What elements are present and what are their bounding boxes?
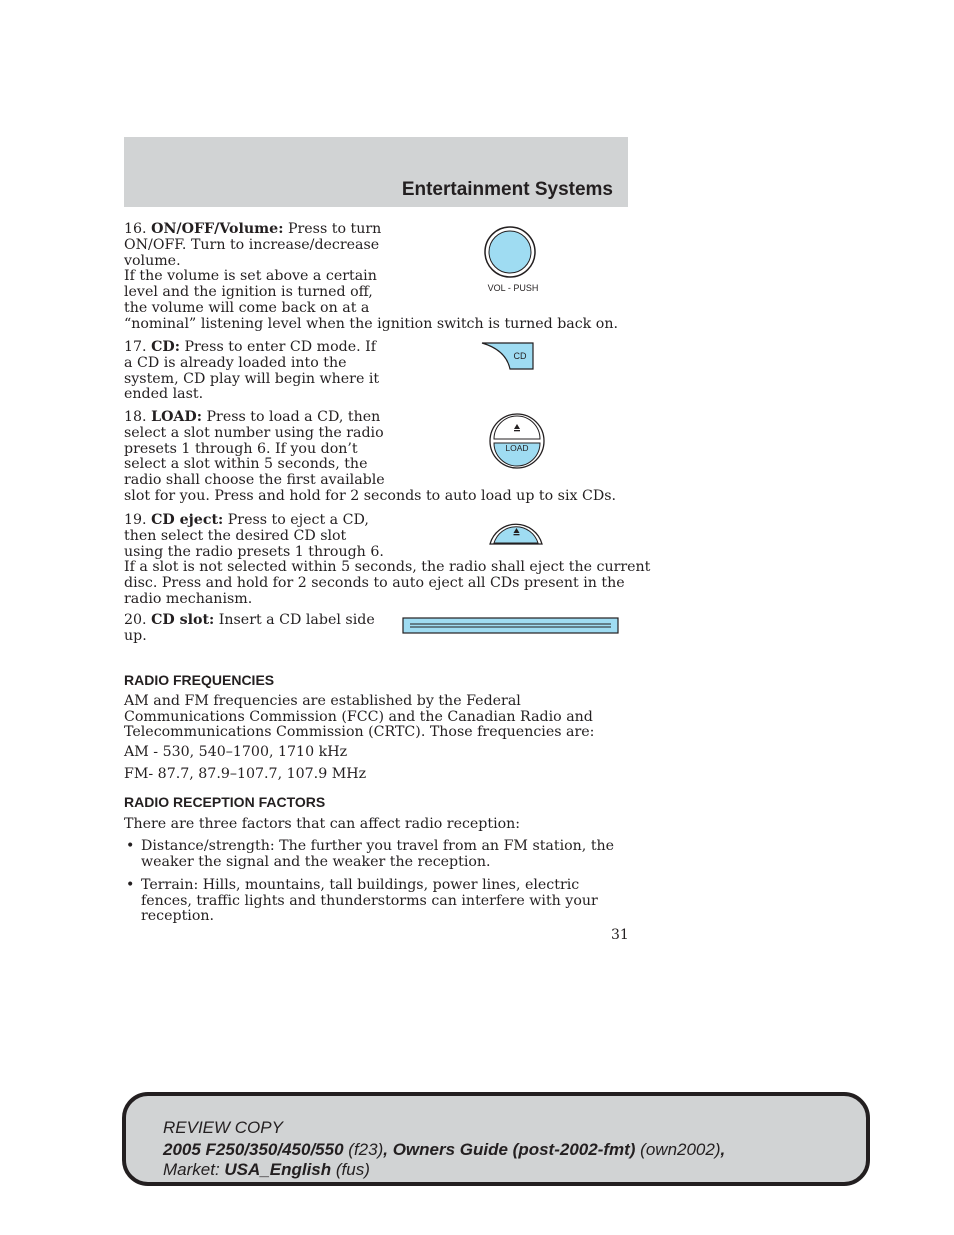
load-button-illustration [488,412,546,470]
item-number: 16. [124,221,147,237]
item-label: CD: [151,339,180,355]
review-copy-label: REVIEW COPY [163,1118,283,1137]
volume-knob-illustration [480,225,550,297]
load-label: LOAD [505,443,529,453]
item-text: up. [124,627,147,644]
radio-frequencies-paragraph: AM and FM frequencies are established by the Federal Communications Commission (FCC) and the Canadian Radio and Telecommunications Commission (CRTC). Those frequencies are: [124,693,595,741]
item-number: 19. [124,512,147,528]
list-item [124,839,629,870]
market-label: Market: [163,1160,225,1179]
am-frequencies: AM - 530, 540–1700, 1710 kHz [124,744,348,760]
market-name: USA_English [224,1160,332,1179]
market-line [163,1160,370,1180]
section-heading-radio-frequencies: RADIO FREQUENCIES [124,672,275,688]
item-text: “nominal” listening level when the ignition switch is turned back on. [124,315,618,332]
item-text: disc. Press and hold for 2 seconds to auto eject all CDs present in the [124,575,625,592]
cd-slot-illustration [402,617,620,635]
item-label: ON/OFF/Volume: [151,221,284,237]
comma: , [720,1140,726,1159]
item-text: select a slot within 5 seconds, the [124,456,368,473]
list-item [124,878,629,925]
document-info-line [163,1140,725,1160]
item-text: radio shall choose the first available [124,472,385,489]
item-text: slot for you. Press and hold for 2 seconds to auto load up to six CDs. [124,487,617,504]
item-text: system, CD play will begin where it [124,370,380,387]
item-17 [124,340,384,403]
page-number: 31 [611,927,629,943]
item-text: select a slot number using the radio [124,424,384,441]
guide-name: , Owners Guide (post-2002-fmt) [383,1140,636,1159]
item-text: radio mechanism. [124,590,253,607]
item-number: 18. [124,409,147,425]
section-header-band [124,137,628,207]
item-text: level and the ignition is turned off, [124,284,373,301]
item-text: the volume will come back on at a [124,299,370,316]
item-text: ON/OFF. Turn to increase/decrease [124,236,380,253]
section-heading-reception-factors: RADIO RECEPTION FACTORS [124,794,326,810]
item-text: Press to eject a CD, [223,512,369,528]
bullet-icon: • [126,838,135,854]
model-code: (f23) [343,1140,384,1159]
item-text: presets 1 through 6. If you don’t [124,440,358,457]
item-text: a CD is already loaded into the [124,354,347,371]
model-name: 2005 F250/350/450/550 [163,1140,344,1159]
item-text: ended last. [124,386,204,403]
item-number: 20. [124,612,147,628]
item-label: LOAD: [151,409,202,425]
cd-button-illustration [478,340,538,372]
list-item-text: Terrain: Hills, mountains, tall buildings, power lines, electric fences, traffic lights and thunderstorms can interfere with your reception. [141,877,598,925]
item-text: Press to turn [283,221,382,237]
bullet-icon: • [126,877,135,893]
item-label: CD slot: [151,612,215,628]
item-text: Press to enter CD mode. If [179,339,377,355]
item-number: 17. [124,339,147,355]
cd-label: CD [513,351,527,361]
fm-frequencies: FM- 87.7, 87.9–107.7, 107.9 MHz [124,766,367,782]
item-text: If a slot is not selected within 5 seconds, the radio shall eject the current [124,559,651,576]
eject-button-illustration [488,518,546,548]
item-text: If the volume is set above a certain [124,268,377,285]
item-label: CD eject: [151,512,224,528]
item-text: Insert a CD label side [214,612,375,628]
item-text: using the radio presets 1 through 6. [124,543,384,560]
item-text: volume. [124,252,181,269]
item-19 [124,512,651,608]
reception-intro: There are three factors that can affect radio reception: [124,816,521,832]
item-text: then select the desired CD slot [124,527,347,544]
item-20 [124,613,384,645]
review-copy-box [122,1092,870,1186]
section-title: Entertainment Systems [401,179,613,200]
item-text: Press to load a CD, then [201,409,381,425]
list-item-text: Distance/strength: The further you travel from an FM station, the weaker the signal and the weaker the reception. [141,838,615,870]
market-code: (fus) [331,1160,370,1179]
guide-code: (own2002) [635,1140,721,1159]
vol-push-label: VOL - PUSH [487,283,539,293]
